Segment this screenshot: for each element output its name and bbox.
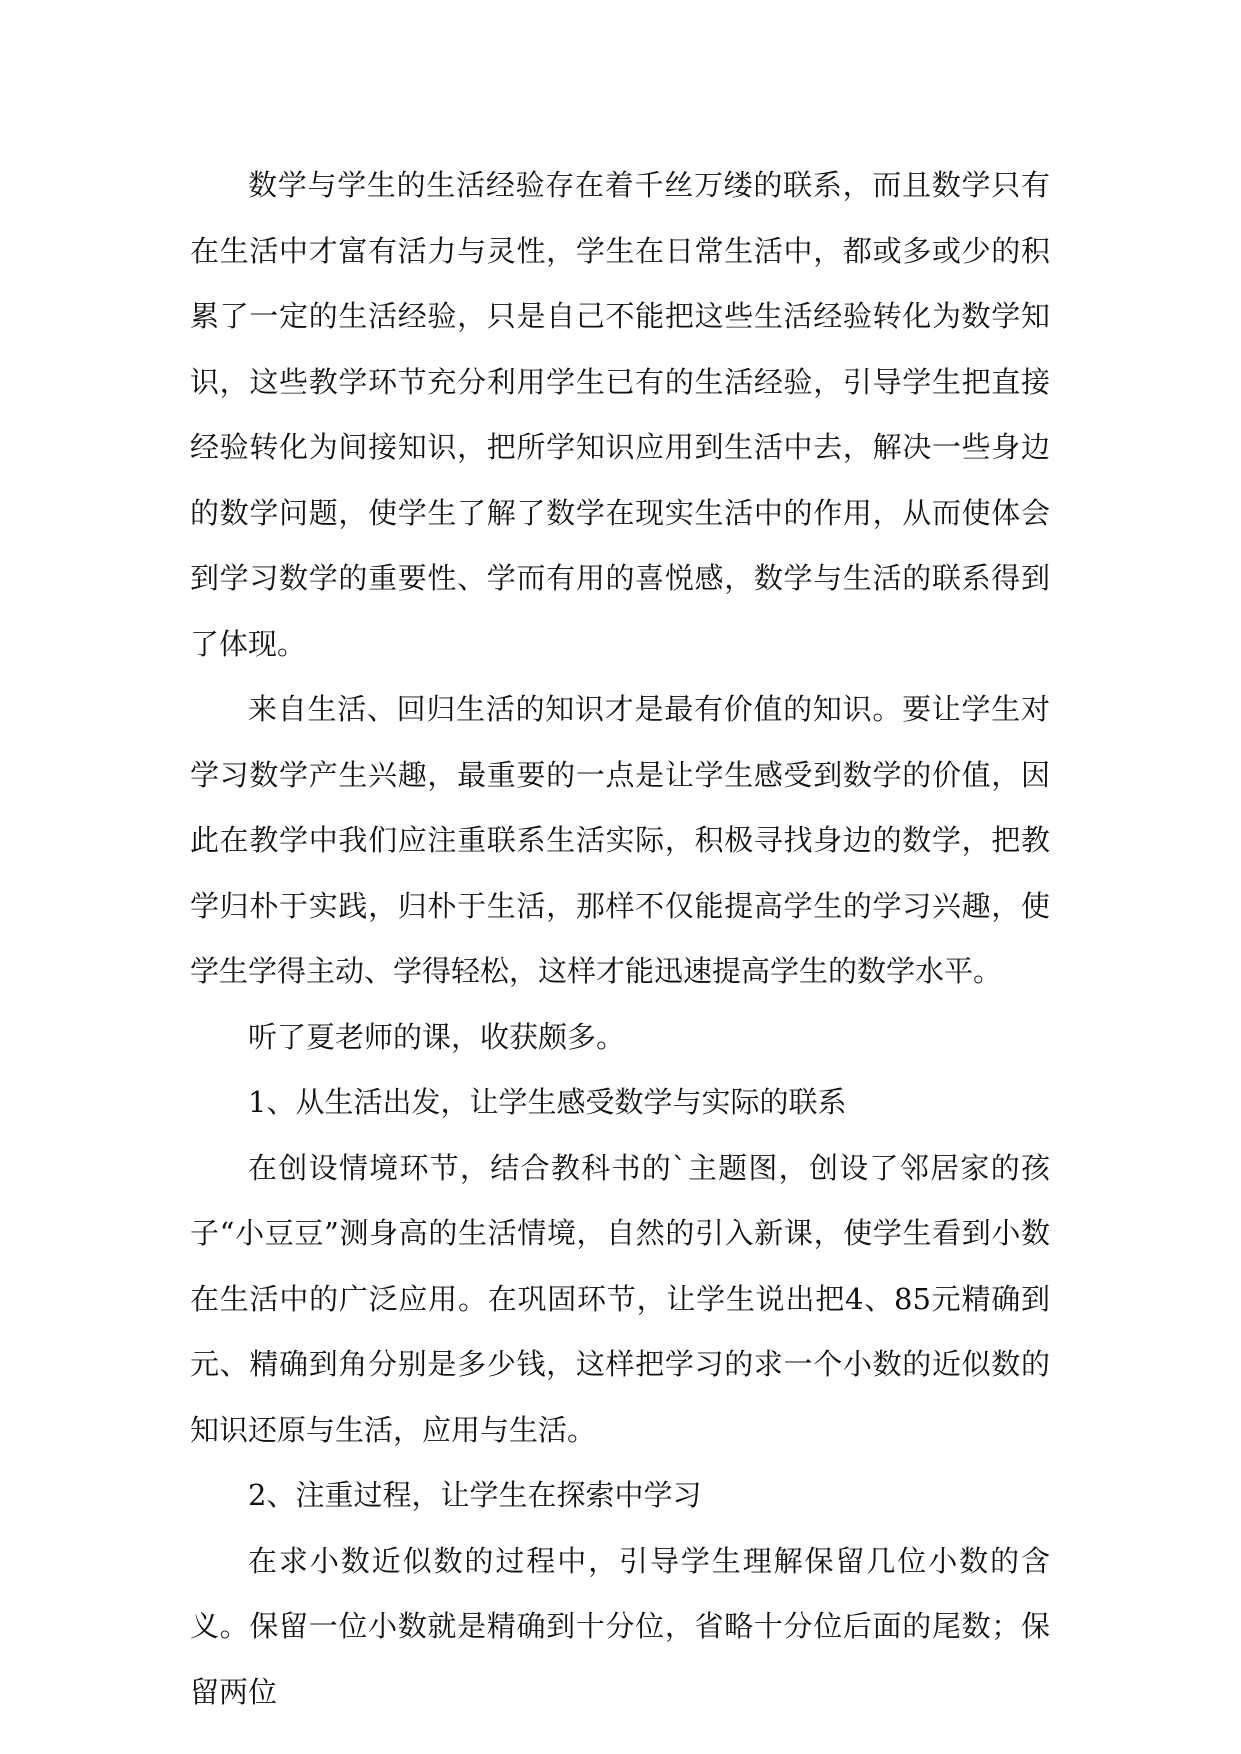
paragraph-scenario: 在创设情境环节，结合教科书的`主题图，创设了邻居家的孩子“小豆豆”测身高的生活情境，自然的引入新课，使学生看到小数在生活中的广泛应用。在巩固环节，让学生说出把4、85元精确到元、精确到角分别是多少钱，这样把学习的求一个小数的近似数的知识还原与生活，应用与生活。 [190, 1150, 1050, 1447]
heading-point-1: 1、从生活出发，让学生感受数学与实际的联系 [248, 1085, 847, 1119]
paragraph-approximation: 在求小数近似数的过程中，引导学生理解保留几位小数的含义。保留一位小数就是精确到十分位，省略十分位后面的尾数；保留两位 [190, 1543, 1050, 1709]
paragraph-life-experience: 数学与学生的生活经验存在着千丝万缕的联系，而且数学只有在生活中才富有活力与灵性，学生在日常生活中，都或多或少的积累了一定的生活经验，只是自己不能把这些生活经验转化为数学知识，这些教学环节充分利用学生已有的生活经验，引导学生把直接经验转化为间接知识，把所学知识应用到生活中去，解决一些身边的数学问题，使学生了解了数学在现实生活中的作用，从而使体会到学习数学的重要性、学而有用的喜悦感，数学与生活的联系得到了体现。 [190, 168, 1050, 661]
paragraph-value-of-knowledge: 来自生活、回归生活的知识才是最有价值的知识。要让学生对学习数学产生兴趣，最重要的一点是让学生感受到数学的价值，因此在教学中我们应注重联系生活实际，积极寻找身边的数学，把教学归朴于实践，归朴于生活，那样不仅能提高学生的学习兴趣，使学生学得主动、学得轻松，这样才能迅速提高学生的数学水平。 [190, 692, 1050, 988]
heading-point-2: 2、注重过程，让学生在探索中学习 [248, 1478, 702, 1512]
document-body [190, 153, 1050, 1725]
paragraph-lesson-reflection: 听了夏老师的课，收获颇多。 [248, 1019, 626, 1054]
